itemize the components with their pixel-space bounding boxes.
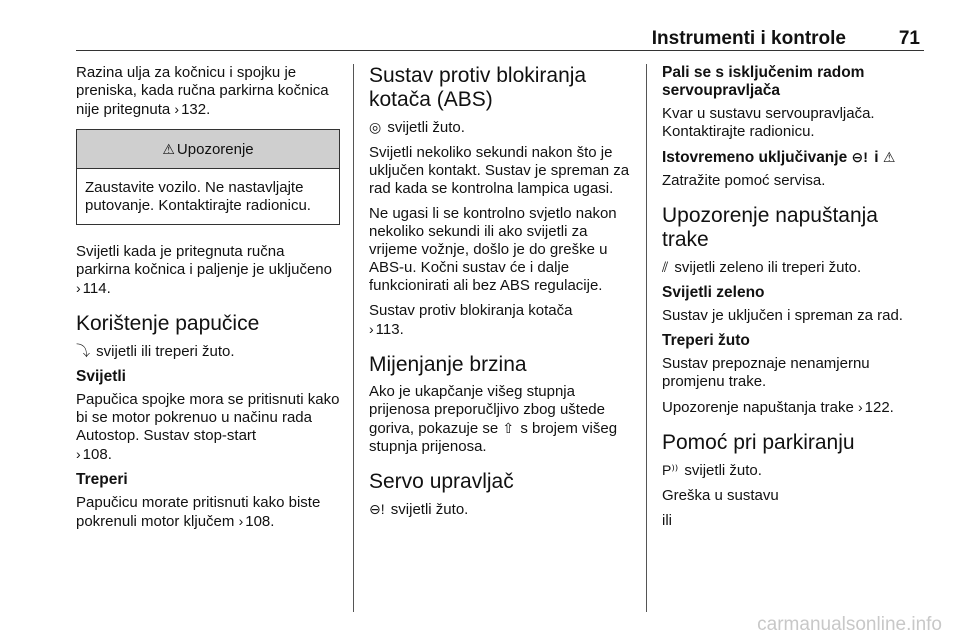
heading-clutch-pedal: Korištenje papučice <box>76 312 260 335</box>
paragraph: Upozorenje napuštanja trake › 122. <box>662 399 894 416</box>
column-middle <box>369 64 635 526</box>
subheading-flashing: Treperi <box>76 471 128 488</box>
paragraph: Papučica spojke mora se pritisnuti kako bi se motor pokrenuo u načinu rada Autostop. Sustav stop-start › 108. <box>76 391 340 463</box>
column-divider <box>646 64 647 612</box>
page-header <box>76 24 924 51</box>
clutch-pedal-icon: ⤵ <box>76 343 90 359</box>
page-reference: 132. <box>181 101 211 118</box>
paragraph: ◎ svijetli žuto. <box>369 119 465 136</box>
watermark: carmanualsonline.info <box>757 614 942 635</box>
paragraph: Sustav protiv blokiranja kotača › 113. <box>369 302 573 338</box>
traffic-sign-icon: ⚠ <box>882 149 896 165</box>
paragraph: Razina ulja za kočnicu i spojku je preniska, kada ručna parkirna kočnica nije pritegnuta › 132. <box>76 64 329 118</box>
paragraph: Sustav prepoznaje nenamjernu promjenu trake. <box>662 355 870 390</box>
page-reference-arrow-icon: › <box>76 446 81 462</box>
page-reference: 108. <box>82 446 112 463</box>
page-reference: 122. <box>864 399 894 416</box>
paragraph: ⤵ svijetli ili treperi žuto. <box>76 343 235 360</box>
heading-parking-assist: Pomoć pri parkiranju <box>662 431 855 454</box>
warning-box <box>76 129 340 225</box>
column-left <box>76 64 340 538</box>
paragraph: Papučicu morate pritisnuti kako biste pokrenuli motor ključem › 108. <box>76 494 321 530</box>
page-reference-arrow-icon: › <box>174 101 180 117</box>
paragraph: Ako je ukapčanje višeg stupnja prijenosa preporučljivo zbog uštede goriva, pokazuje se ⇧ s brojem višeg stupnja prijenosa. <box>369 383 618 455</box>
subheading-simultaneous: Istovremeno uključivanje ⊖! i ⚠ <box>662 149 896 166</box>
page-reference-arrow-icon: › <box>238 513 244 529</box>
column-divider <box>353 64 354 612</box>
paragraph: Kvar u sustavu servoupravljača. Kontaktirajte radionicu. <box>662 105 875 140</box>
subheading-steering-off: Pali se s isključenim radom servoupravljača <box>662 64 865 99</box>
page-reference-arrow-icon: › <box>857 399 863 415</box>
page-reference-arrow-icon: › <box>369 321 374 337</box>
paragraph: ⫽ svijetli zeleno ili treperi žuto. <box>662 259 862 276</box>
warning-text: Zaustavite vozilo. Ne nastavljajte putovanje. Kontaktirajte radionicu. <box>85 179 311 214</box>
warning-title: Upozorenje <box>176 141 254 158</box>
paragraph: ⊖! svijetli žuto. <box>369 501 469 518</box>
paragraph: Svijetli nekoliko sekundi nakon što je uključen kontakt. Sustav je spreman za rad kada se kontrolna lampica ugasi. <box>369 144 630 197</box>
paragraph: Zatražite pomoć servisa. <box>662 172 826 189</box>
paragraph: Svijetli kada je pritegnuta ručna parkirna kočnica i paljenje je uključeno › 114. <box>76 243 332 297</box>
subheading-lit: Svijetli <box>76 368 126 385</box>
page-reference: 108. <box>245 513 275 530</box>
page-reference: 114. <box>82 280 111 297</box>
paragraph: Greška u sustavu <box>662 487 779 504</box>
lane-departure-icon: ⫽ <box>662 259 669 275</box>
section-title: Instrumenti i kontrole <box>651 28 846 49</box>
paragraph: Ne ugasi li se kontrolno svjetlo nakon nekoliko sekundi ili ako svijetli za vrijeme vožnje, došlo je do greške u ABS-u. Kočni sustav će i dalje funkcionirati ali bez ABS regulacije. <box>369 205 617 294</box>
gear-shift-up-icon: ⇧ <box>502 420 515 436</box>
power-steering-icon: ⊖! <box>851 149 868 165</box>
warning-triangle-icon: ⚠ <box>162 141 175 157</box>
heading-abs: Sustav protiv blokiranja kotača (ABS) <box>369 64 587 111</box>
parking-assist-icon: P⁾⁾ <box>662 462 679 478</box>
abs-icon: ◎ <box>369 119 382 135</box>
paragraph: Sustav je uključen i spreman za rad. <box>662 307 903 324</box>
page-reference: 113. <box>375 321 404 338</box>
column-right <box>662 64 924 537</box>
power-steering-icon: ⊖! <box>369 501 385 517</box>
warning-header <box>77 130 339 169</box>
subheading-yellow: Treperi žuto <box>662 332 750 349</box>
page-reference-arrow-icon: › <box>76 280 81 296</box>
subheading-green: Svijetli zeleno <box>662 284 765 301</box>
heading-gear-shift: Mijenjanje brzina <box>369 353 527 376</box>
heading-power-steering: Servo upravljač <box>369 470 514 493</box>
paragraph: P⁾⁾ svijetli žuto. <box>662 462 762 479</box>
paragraph: ili <box>662 512 672 529</box>
heading-lane-departure: Upozorenje napuštanja trake <box>662 204 878 251</box>
page-number: 71 <box>898 28 920 49</box>
